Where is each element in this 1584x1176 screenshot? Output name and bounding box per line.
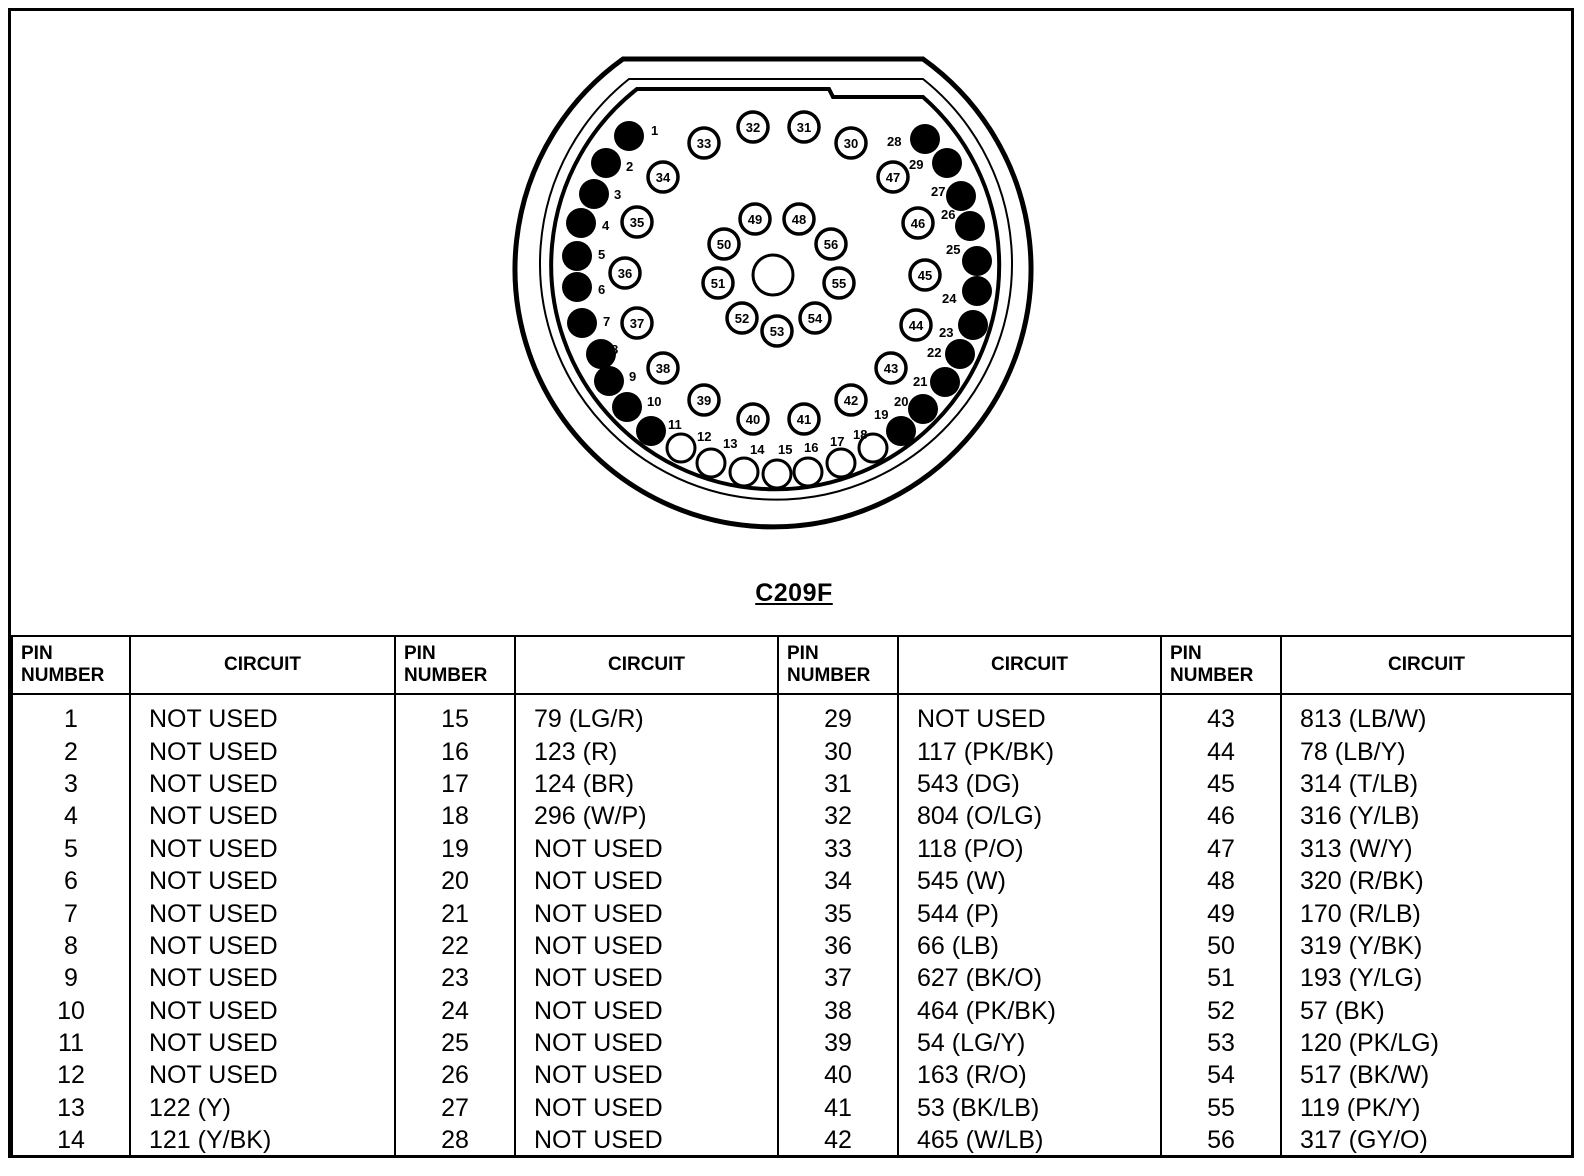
table-row xyxy=(12,1092,1572,1124)
circuit-cell: 813 (LB/W) xyxy=(1281,694,1572,735)
pin-number-cell: 53 xyxy=(1161,1027,1281,1059)
table-row xyxy=(12,735,1572,767)
pin-7-label: 7 xyxy=(603,314,611,329)
pin-29-label: 29 xyxy=(909,157,924,172)
circuit-cell: 320 (R/BK) xyxy=(1281,865,1572,897)
table-row xyxy=(12,800,1572,832)
diagram-frame xyxy=(8,8,1574,1158)
pin-16-cavity xyxy=(794,458,822,486)
pin-22-filled xyxy=(945,339,975,369)
pin-50-number: 50 xyxy=(716,237,732,252)
pin-35-number: 35 xyxy=(629,215,645,230)
pin-14-cavity xyxy=(730,458,758,486)
pin-21-filled xyxy=(930,367,960,397)
circuit-cell: NOT USED xyxy=(515,865,778,897)
pin-25-label: 25 xyxy=(946,242,961,257)
pin-5-label: 5 xyxy=(598,247,606,262)
circuit-cell: NOT USED xyxy=(130,865,395,897)
header-pin-line-1: PIN xyxy=(404,643,436,664)
header-pin-number xyxy=(395,636,515,694)
circuit-cell: NOT USED xyxy=(130,735,395,767)
pin-number-cell: 49 xyxy=(1161,897,1281,929)
pin-13-cavity xyxy=(697,449,725,477)
circuit-cell: 123 (R) xyxy=(515,735,778,767)
table-row xyxy=(12,995,1572,1027)
pin-18-label: 18 xyxy=(853,427,868,442)
pin-28-label: 28 xyxy=(887,134,902,149)
pin-number-cell: 36 xyxy=(778,930,898,962)
circuit-cell: 319 (Y/BK) xyxy=(1281,930,1572,962)
pin-number-cell: 35 xyxy=(778,897,898,929)
table-row xyxy=(12,1027,1572,1059)
circuit-cell: 66 (LB) xyxy=(898,930,1161,962)
pin-24-label: 24 xyxy=(942,291,957,306)
pin-number-cell: 10 xyxy=(12,995,130,1027)
pin-38-number: 38 xyxy=(655,361,671,376)
circuit-cell: 118 (P/O) xyxy=(898,833,1161,865)
pin-number-cell: 46 xyxy=(1161,800,1281,832)
pin-circuit-table xyxy=(11,635,1573,1156)
header-pin-line-1: PIN xyxy=(1170,643,1202,664)
pin-41-number: 41 xyxy=(796,412,812,427)
pin-24-filled xyxy=(962,276,992,306)
table-row xyxy=(12,962,1572,994)
circuit-cell: NOT USED xyxy=(130,1027,395,1059)
pin-1-label: 1 xyxy=(651,123,659,138)
pin-26-label: 26 xyxy=(941,207,956,222)
circuit-cell: 78 (LB/Y) xyxy=(1281,735,1572,767)
circuit-cell: 121 (Y/BK) xyxy=(130,1124,395,1156)
pin-52-number: 52 xyxy=(734,311,750,326)
pin-48-number: 48 xyxy=(791,212,807,227)
table-row xyxy=(12,930,1572,962)
pin-9-label: 9 xyxy=(629,369,637,384)
circuit-cell: NOT USED xyxy=(515,897,778,929)
header-pin-line-1: PIN xyxy=(787,643,819,664)
pin-number-cell: 38 xyxy=(778,995,898,1027)
pin-number-cell: 24 xyxy=(395,995,515,1027)
pin-6-label: 6 xyxy=(598,282,606,297)
table-row xyxy=(12,833,1572,865)
pin-5-filled xyxy=(562,241,592,271)
pin-10-filled xyxy=(612,392,642,422)
header-pin-number xyxy=(1161,636,1281,694)
pin-number-cell: 4 xyxy=(12,800,130,832)
pin-17-label: 17 xyxy=(830,434,845,449)
pin-43-number: 43 xyxy=(883,361,899,376)
circuit-cell: NOT USED xyxy=(130,995,395,1027)
circuit-cell: 804 (O/LG) xyxy=(898,800,1161,832)
table-header-row xyxy=(12,636,1572,694)
pin-23-label: 23 xyxy=(939,325,954,340)
circuit-cell: 54 (LG/Y) xyxy=(898,1027,1161,1059)
pin-number-cell: 42 xyxy=(778,1124,898,1156)
pin-6-filled xyxy=(562,272,592,302)
circuit-cell: 544 (P) xyxy=(898,897,1161,929)
circuit-cell: 120 (PK/LG) xyxy=(1281,1027,1572,1059)
pin-number-cell: 45 xyxy=(1161,768,1281,800)
header-pin-line-2: NUMBER xyxy=(21,665,105,686)
pin-number-cell: 50 xyxy=(1161,930,1281,962)
pin-number-cell: 2 xyxy=(12,735,130,767)
pin-13-label: 13 xyxy=(723,436,738,451)
pin-number-cell: 37 xyxy=(778,962,898,994)
circuit-cell: 317 (GY/O) xyxy=(1281,1124,1572,1156)
pin-number-cell: 47 xyxy=(1161,833,1281,865)
circuit-cell: 316 (Y/LB) xyxy=(1281,800,1572,832)
pin-15-cavity xyxy=(763,460,791,488)
pin-number-cell: 12 xyxy=(12,1059,130,1091)
pin-30-number: 30 xyxy=(843,136,859,151)
pin-15-label: 15 xyxy=(778,442,793,457)
pin-number-cell: 43 xyxy=(1161,694,1281,735)
pin-32-number: 32 xyxy=(745,120,761,135)
pin-44-number: 44 xyxy=(908,318,924,333)
pin-31-number: 31 xyxy=(796,120,812,135)
circuit-cell: NOT USED xyxy=(130,694,395,735)
pin-54-number: 54 xyxy=(807,311,823,326)
table-row xyxy=(12,768,1572,800)
circuit-cell: NOT USED xyxy=(515,833,778,865)
pin-29-filled xyxy=(910,124,940,154)
pin-number-cell: 55 xyxy=(1161,1092,1281,1124)
pin-number-cell: 52 xyxy=(1161,995,1281,1027)
circuit-cell: 627 (BK/O) xyxy=(898,962,1161,994)
pin-number-cell: 30 xyxy=(778,735,898,767)
circuit-cell: 170 (R/LB) xyxy=(1281,897,1572,929)
pin-46-number: 46 xyxy=(910,216,926,231)
circuit-cell: 124 (BR) xyxy=(515,768,778,800)
pin-number-cell: 23 xyxy=(395,962,515,994)
header-pin-line-1: PIN xyxy=(21,643,53,664)
pin-19-filled xyxy=(886,416,916,446)
pin-number-cell: 11 xyxy=(12,1027,130,1059)
pin-number-cell: 32 xyxy=(778,800,898,832)
circuit-cell: NOT USED xyxy=(515,1124,778,1156)
pin-53-number: 53 xyxy=(769,324,785,339)
header-pin-line-2: NUMBER xyxy=(404,665,488,686)
circuit-cell: NOT USED xyxy=(515,930,778,962)
pin-number-cell: 15 xyxy=(395,694,515,735)
table-row xyxy=(12,897,1572,929)
header-circuit: CIRCUIT xyxy=(898,636,1161,694)
circuit-cell: 57 (BK) xyxy=(1281,995,1572,1027)
pin-number-cell: 20 xyxy=(395,865,515,897)
pin-number-cell: 7 xyxy=(12,897,130,929)
pin-number-cell: 51 xyxy=(1161,962,1281,994)
header-pin-line-2: NUMBER xyxy=(1170,665,1254,686)
pin-number-cell: 17 xyxy=(395,768,515,800)
circuit-cell: 464 (PK/BK) xyxy=(898,995,1161,1027)
circuit-cell: NOT USED xyxy=(515,1027,778,1059)
pin-56-number: 56 xyxy=(823,237,839,252)
connector-face-view xyxy=(11,11,1577,636)
pin-20-filled xyxy=(908,394,938,424)
pin-12-cavity xyxy=(667,434,695,462)
pin-number-cell: 14 xyxy=(12,1124,130,1156)
pin-55-number: 55 xyxy=(831,276,847,291)
pin-23-filled xyxy=(958,310,988,340)
circuit-cell: 53 (BK/LB) xyxy=(898,1092,1161,1124)
circuit-cell: 117 (PK/BK) xyxy=(898,735,1161,767)
pin-number-cell: 41 xyxy=(778,1092,898,1124)
circuit-cell: NOT USED xyxy=(130,833,395,865)
pin-21-label: 21 xyxy=(913,374,928,389)
pin-26-filled xyxy=(955,211,985,241)
pin-9-filled xyxy=(594,366,624,396)
pin-49-number: 49 xyxy=(747,212,763,227)
pin-number-cell: 22 xyxy=(395,930,515,962)
pin-1-filled xyxy=(614,121,644,151)
header-circuit: CIRCUIT xyxy=(515,636,778,694)
table-row xyxy=(12,865,1572,897)
pin-number-cell: 19 xyxy=(395,833,515,865)
center-key-hole xyxy=(753,255,793,295)
pin-4-label: 4 xyxy=(602,218,610,233)
pin-25-filled xyxy=(962,246,992,276)
pin-number-cell: 8 xyxy=(12,930,130,962)
circuit-cell: 296 (W/P) xyxy=(515,800,778,832)
pin-number-cell: 48 xyxy=(1161,865,1281,897)
pin-2-label: 2 xyxy=(626,159,634,174)
pin-2-filled xyxy=(591,148,621,178)
circuit-cell: 163 (R/O) xyxy=(898,1059,1161,1091)
table-row xyxy=(12,1124,1572,1156)
pin-number-cell: 27 xyxy=(395,1092,515,1124)
pin-47-number: 47 xyxy=(885,170,901,185)
pin-8-label: 8 xyxy=(611,342,619,357)
header-pin-line-2: NUMBER xyxy=(787,665,871,686)
pin-number-cell: 44 xyxy=(1161,735,1281,767)
circuit-cell: 119 (PK/Y) xyxy=(1281,1092,1572,1124)
pin-51-number: 51 xyxy=(710,276,726,291)
pin-number-cell: 9 xyxy=(12,962,130,994)
circuit-cell: 122 (Y) xyxy=(130,1092,395,1124)
pin-40-number: 40 xyxy=(745,412,761,427)
pin-4-filled xyxy=(566,208,596,238)
circuit-cell: 517 (BK/W) xyxy=(1281,1059,1572,1091)
pin-3-filled xyxy=(579,179,609,209)
pin-39-number: 39 xyxy=(696,393,712,408)
pin-number-cell: 56 xyxy=(1161,1124,1281,1156)
pin-number-cell: 21 xyxy=(395,897,515,929)
circuit-cell: NOT USED xyxy=(130,1059,395,1091)
pin-number-cell: 1 xyxy=(12,694,130,735)
circuit-cell: NOT USED xyxy=(898,694,1161,735)
pin-number-cell: 3 xyxy=(12,768,130,800)
pin-number-cell: 18 xyxy=(395,800,515,832)
circuit-cell: NOT USED xyxy=(515,1092,778,1124)
circuit-cell: 314 (T/LB) xyxy=(1281,768,1572,800)
connector-name-label: C209F xyxy=(755,579,833,607)
pin-27-label: 27 xyxy=(931,184,946,199)
table-row xyxy=(12,1059,1572,1091)
circuit-cell: 545 (W) xyxy=(898,865,1161,897)
pin-11-label: 11 xyxy=(668,417,682,432)
pin-number-cell: 26 xyxy=(395,1059,515,1091)
circuit-cell: NOT USED xyxy=(130,930,395,962)
circuit-cell: NOT USED xyxy=(130,962,395,994)
pin-number-cell: 33 xyxy=(778,833,898,865)
pin-11-filled xyxy=(636,416,666,446)
pin-number-cell: 25 xyxy=(395,1027,515,1059)
pin-20-label: 20 xyxy=(894,394,909,409)
header-circuit: CIRCUIT xyxy=(130,636,395,694)
pin-12-label: 12 xyxy=(697,429,712,444)
circuit-cell: 543 (DG) xyxy=(898,768,1161,800)
pin-number-cell: 34 xyxy=(778,865,898,897)
pin-36-number: 36 xyxy=(617,266,633,281)
pin-45-number: 45 xyxy=(917,268,933,283)
pin-number-cell: 39 xyxy=(778,1027,898,1059)
pin-34-number: 34 xyxy=(655,170,671,185)
table-row xyxy=(12,694,1572,735)
pin-28-filled xyxy=(932,148,962,178)
header-circuit: CIRCUIT xyxy=(1281,636,1572,694)
pin-17-cavity xyxy=(827,449,855,477)
circuit-cell: 79 (LG/R) xyxy=(515,694,778,735)
circuit-cell: NOT USED xyxy=(515,962,778,994)
header-pin-number xyxy=(12,636,130,694)
circuit-cell: NOT USED xyxy=(515,1059,778,1091)
pin-10-label: 10 xyxy=(647,394,662,409)
header-pin-number xyxy=(778,636,898,694)
pin-number-cell: 31 xyxy=(778,768,898,800)
pin-42-number: 42 xyxy=(843,393,859,408)
connector-inner-outline xyxy=(540,79,1012,500)
pin-number-cell: 54 xyxy=(1161,1059,1281,1091)
pin-number-cell: 29 xyxy=(778,694,898,735)
circuit-cell: 193 (Y/LG) xyxy=(1281,962,1572,994)
pin-19-label: 19 xyxy=(874,407,889,422)
pin-22-label: 22 xyxy=(927,345,942,360)
pin-33-number: 33 xyxy=(696,136,712,151)
table-body xyxy=(12,694,1572,1156)
circuit-cell: 313 (W/Y) xyxy=(1281,833,1572,865)
pin-3-label: 3 xyxy=(614,187,622,202)
pin-16-label: 16 xyxy=(804,440,819,455)
connector-diagram xyxy=(11,11,1577,636)
pin-number-cell: 5 xyxy=(12,833,130,865)
pin-number-cell: 40 xyxy=(778,1059,898,1091)
circuit-cell: 465 (W/LB) xyxy=(898,1124,1161,1156)
pin-37-number: 37 xyxy=(629,316,645,331)
pin-number-cell: 6 xyxy=(12,865,130,897)
circuit-cell: NOT USED xyxy=(515,995,778,1027)
pin-number-cell: 13 xyxy=(12,1092,130,1124)
pin-number-cell: 28 xyxy=(395,1124,515,1156)
pin-number-cell: 16 xyxy=(395,735,515,767)
circuit-cell: NOT USED xyxy=(130,768,395,800)
circuit-cell: NOT USED xyxy=(130,897,395,929)
pin-14-label: 14 xyxy=(750,442,765,457)
pin-7-filled xyxy=(567,308,597,338)
circuit-cell: NOT USED xyxy=(130,800,395,832)
